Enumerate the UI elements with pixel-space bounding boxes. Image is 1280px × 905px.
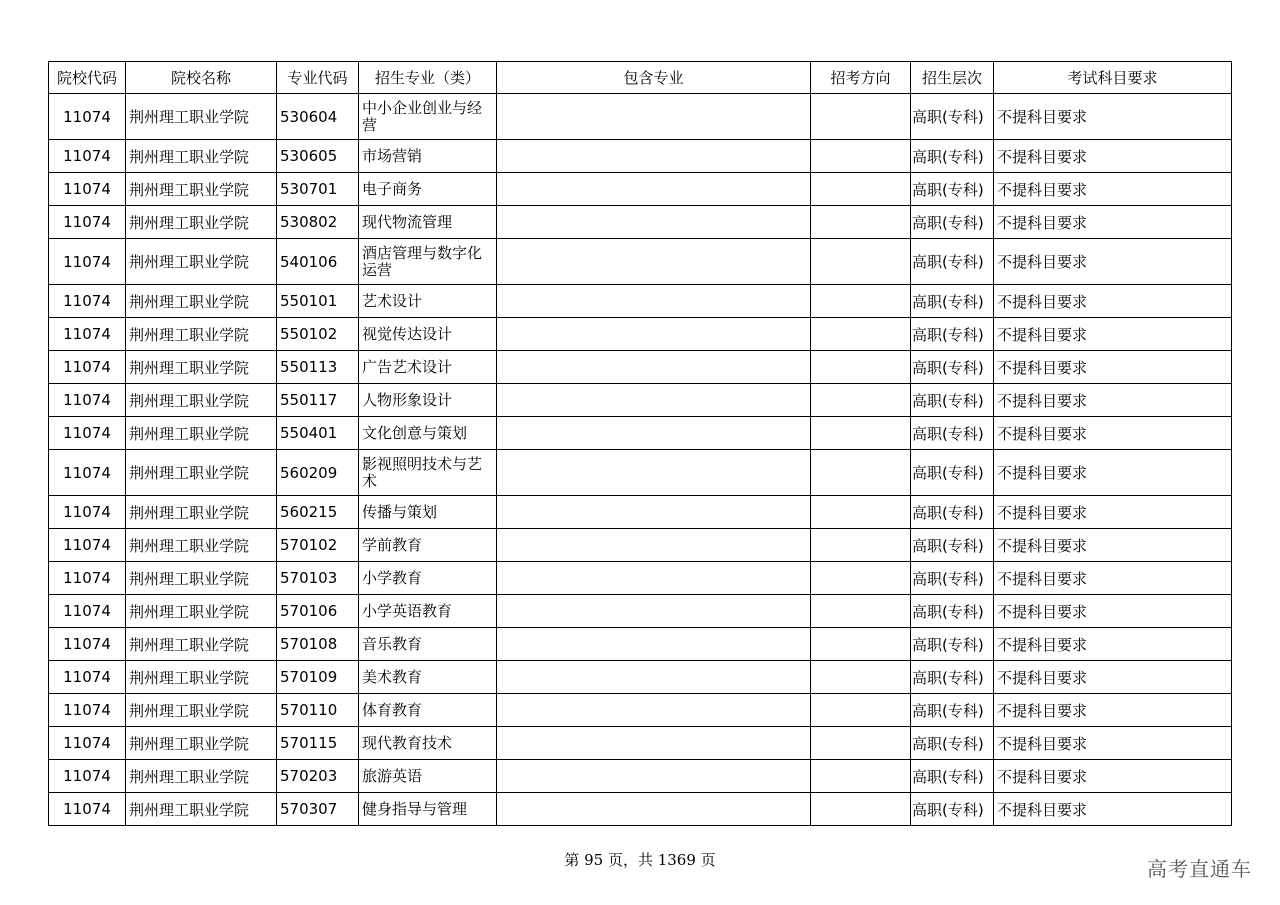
table-row <box>49 628 1232 661</box>
school-code-cell: 11074 <box>49 351 126 384</box>
major-code-cell: 550102 <box>277 318 359 351</box>
school-name-cell: 荆州理工职业学院 <box>126 793 277 826</box>
school-code-cell: 11074 <box>49 562 126 595</box>
level-cell: 高职(专科) <box>911 562 994 595</box>
school-code-cell: 11074 <box>49 694 126 727</box>
level-cell: 高职(专科) <box>911 318 994 351</box>
major-cell: 传播与策划 <box>359 496 497 529</box>
level-cell: 高职(专科) <box>911 661 994 694</box>
major-cell: 学前教育 <box>359 529 497 562</box>
major-cell: 电子商务 <box>359 173 497 206</box>
school-name-cell: 荆州理工职业学院 <box>126 694 277 727</box>
school-name-cell: 荆州理工职业学院 <box>126 417 277 450</box>
major-cell: 现代物流管理 <box>359 206 497 239</box>
table-row <box>49 173 1232 206</box>
subject-req-cell: 不提科目要求 <box>994 450 1232 496</box>
major-cell: 酒店管理与数字化运营 <box>359 239 497 285</box>
subject-req-cell: 不提科目要求 <box>994 727 1232 760</box>
level-cell: 高职(专科) <box>911 206 994 239</box>
col-direction: 招考方向 <box>811 62 911 94</box>
included-majors-cell <box>497 793 811 826</box>
level-cell: 高职(专科) <box>911 694 994 727</box>
included-majors-cell <box>497 727 811 760</box>
major-code-cell: 570103 <box>277 562 359 595</box>
school-code-cell: 11074 <box>49 239 126 285</box>
subject-req-cell: 不提科目要求 <box>994 661 1232 694</box>
subject-req-cell: 不提科目要求 <box>994 694 1232 727</box>
school-code-cell: 11074 <box>49 793 126 826</box>
direction-cell <box>811 450 911 496</box>
subject-req-cell: 不提科目要求 <box>994 562 1232 595</box>
major-code-cell: 550401 <box>277 417 359 450</box>
level-cell: 高职(专科) <box>911 239 994 285</box>
col-subject-req: 考试科目要求 <box>994 62 1232 94</box>
included-majors-cell <box>497 384 811 417</box>
direction-cell <box>811 285 911 318</box>
school-code-cell: 11074 <box>49 661 126 694</box>
school-name-cell: 荆州理工职业学院 <box>126 173 277 206</box>
direction-cell <box>811 661 911 694</box>
school-name-cell: 荆州理工职业学院 <box>126 384 277 417</box>
subject-req-cell: 不提科目要求 <box>994 206 1232 239</box>
level-cell: 高职(专科) <box>911 628 994 661</box>
table-row <box>49 661 1232 694</box>
direction-cell <box>811 595 911 628</box>
table-row <box>49 94 1232 140</box>
included-majors-cell <box>497 173 811 206</box>
major-code-cell: 570203 <box>277 760 359 793</box>
major-cell: 体育教育 <box>359 694 497 727</box>
major-cell: 艺术设计 <box>359 285 497 318</box>
major-cell: 美术教育 <box>359 661 497 694</box>
major-cell: 小学教育 <box>359 562 497 595</box>
level-cell: 高职(专科) <box>911 529 994 562</box>
table-row <box>49 694 1232 727</box>
subject-req-cell: 不提科目要求 <box>994 239 1232 285</box>
included-majors-cell <box>497 450 811 496</box>
major-code-cell: 530802 <box>277 206 359 239</box>
school-name-cell: 荆州理工职业学院 <box>126 595 277 628</box>
direction-cell <box>811 351 911 384</box>
school-code-cell: 11074 <box>49 417 126 450</box>
enrollment-table <box>48 61 1232 826</box>
included-majors-cell <box>497 140 811 173</box>
direction-cell <box>811 694 911 727</box>
major-cell: 健身指导与管理 <box>359 793 497 826</box>
school-name-cell: 荆州理工职业学院 <box>126 206 277 239</box>
col-included-majors: 包含专业 <box>497 62 811 94</box>
major-code-cell: 570102 <box>277 529 359 562</box>
included-majors-cell <box>497 417 811 450</box>
school-name-cell: 荆州理工职业学院 <box>126 562 277 595</box>
major-code-cell: 540106 <box>277 239 359 285</box>
direction-cell <box>811 318 911 351</box>
direction-cell <box>811 239 911 285</box>
school-code-cell: 11074 <box>49 727 126 760</box>
level-cell: 高职(专科) <box>911 140 994 173</box>
included-majors-cell <box>497 285 811 318</box>
direction-cell <box>811 760 911 793</box>
direction-cell <box>811 727 911 760</box>
school-name-cell: 荆州理工职业学院 <box>126 94 277 140</box>
direction-cell <box>811 173 911 206</box>
school-code-cell: 11074 <box>49 450 126 496</box>
level-cell: 高职(专科) <box>911 727 994 760</box>
subject-req-cell: 不提科目要求 <box>994 94 1232 140</box>
col-school-name: 院校名称 <box>126 62 277 94</box>
major-cell: 音乐教育 <box>359 628 497 661</box>
table-row <box>49 140 1232 173</box>
subject-req-cell: 不提科目要求 <box>994 384 1232 417</box>
included-majors-cell <box>497 661 811 694</box>
direction-cell <box>811 562 911 595</box>
school-code-cell: 11074 <box>49 760 126 793</box>
direction-cell <box>811 140 911 173</box>
major-code-cell: 560215 <box>277 496 359 529</box>
col-major: 招生专业（类） <box>359 62 497 94</box>
major-code-cell: 550101 <box>277 285 359 318</box>
major-code-cell: 570110 <box>277 694 359 727</box>
level-cell: 高职(专科) <box>911 496 994 529</box>
header-row <box>49 62 1232 94</box>
table-body <box>49 94 1232 826</box>
major-cell: 中小企业创业与经营 <box>359 94 497 140</box>
major-cell: 视觉传达设计 <box>359 318 497 351</box>
subject-req-cell: 不提科目要求 <box>994 351 1232 384</box>
major-code-cell: 550113 <box>277 351 359 384</box>
direction-cell <box>811 417 911 450</box>
school-code-cell: 11074 <box>49 285 126 318</box>
school-code-cell: 11074 <box>49 595 126 628</box>
school-name-cell: 荆州理工职业学院 <box>126 351 277 384</box>
level-cell: 高职(专科) <box>911 417 994 450</box>
major-code-cell: 550117 <box>277 384 359 417</box>
major-cell: 小学英语教育 <box>359 595 497 628</box>
school-name-cell: 荆州理工职业学院 <box>126 727 277 760</box>
school-name-cell: 荆州理工职业学院 <box>126 318 277 351</box>
level-cell: 高职(专科) <box>911 173 994 206</box>
direction-cell <box>811 628 911 661</box>
table-row <box>49 793 1232 826</box>
table-row <box>49 727 1232 760</box>
school-code-cell: 11074 <box>49 496 126 529</box>
school-name-cell: 荆州理工职业学院 <box>126 760 277 793</box>
major-code-cell: 570109 <box>277 661 359 694</box>
col-major-code: 专业代码 <box>277 62 359 94</box>
school-name-cell: 荆州理工职业学院 <box>126 239 277 285</box>
major-cell: 旅游英语 <box>359 760 497 793</box>
included-majors-cell <box>497 595 811 628</box>
table-header <box>49 62 1232 94</box>
school-code-cell: 11074 <box>49 173 126 206</box>
included-majors-cell <box>497 760 811 793</box>
major-cell: 市场营销 <box>359 140 497 173</box>
direction-cell <box>811 206 911 239</box>
major-code-cell: 530604 <box>277 94 359 140</box>
included-majors-cell <box>497 694 811 727</box>
major-code-cell: 530701 <box>277 173 359 206</box>
subject-req-cell: 不提科目要求 <box>994 318 1232 351</box>
school-name-cell: 荆州理工职业学院 <box>126 496 277 529</box>
school-code-cell: 11074 <box>49 529 126 562</box>
subject-req-cell: 不提科目要求 <box>994 285 1232 318</box>
major-code-cell: 570307 <box>277 793 359 826</box>
included-majors-cell <box>497 529 811 562</box>
major-cell: 文化创意与策划 <box>359 417 497 450</box>
page-number: 第 95 页，共 1369 页 <box>564 851 716 869</box>
school-name-cell: 荆州理工职业学院 <box>126 140 277 173</box>
school-code-cell: 11074 <box>49 140 126 173</box>
table-row <box>49 206 1232 239</box>
school-name-cell: 荆州理工职业学院 <box>126 661 277 694</box>
direction-cell <box>811 793 911 826</box>
table-row <box>49 760 1232 793</box>
table-row <box>49 529 1232 562</box>
school-name-cell: 荆州理工职业学院 <box>126 285 277 318</box>
direction-cell <box>811 496 911 529</box>
school-code-cell: 11074 <box>49 94 126 140</box>
level-cell: 高职(专科) <box>911 351 994 384</box>
table-row <box>49 450 1232 496</box>
major-code-cell: 570108 <box>277 628 359 661</box>
major-code-cell: 570106 <box>277 595 359 628</box>
subject-req-cell: 不提科目要求 <box>994 793 1232 826</box>
subject-req-cell: 不提科目要求 <box>994 173 1232 206</box>
level-cell: 高职(专科) <box>911 285 994 318</box>
major-code-cell: 560209 <box>277 450 359 496</box>
school-code-cell: 11074 <box>49 384 126 417</box>
subject-req-cell: 不提科目要求 <box>994 417 1232 450</box>
major-code-cell: 570115 <box>277 727 359 760</box>
major-code-cell: 530605 <box>277 140 359 173</box>
major-cell: 广告艺术设计 <box>359 351 497 384</box>
included-majors-cell <box>497 318 811 351</box>
table-row <box>49 496 1232 529</box>
col-level: 招生层次 <box>911 62 994 94</box>
school-code-cell: 11074 <box>49 206 126 239</box>
level-cell: 高职(专科) <box>911 760 994 793</box>
level-cell: 高职(专科) <box>911 450 994 496</box>
direction-cell <box>811 94 911 140</box>
school-code-cell: 11074 <box>49 628 126 661</box>
included-majors-cell <box>497 94 811 140</box>
subject-req-cell: 不提科目要求 <box>994 595 1232 628</box>
included-majors-cell <box>497 206 811 239</box>
subject-req-cell: 不提科目要求 <box>994 496 1232 529</box>
level-cell: 高职(专科) <box>911 595 994 628</box>
included-majors-cell <box>497 351 811 384</box>
table-row <box>49 384 1232 417</box>
school-code-cell: 11074 <box>49 318 126 351</box>
included-majors-cell <box>497 239 811 285</box>
col-school-code: 院校代码 <box>49 62 126 94</box>
level-cell: 高职(专科) <box>911 94 994 140</box>
school-name-cell: 荆州理工职业学院 <box>126 529 277 562</box>
table-row <box>49 351 1232 384</box>
major-cell: 人物形象设计 <box>359 384 497 417</box>
subject-req-cell: 不提科目要求 <box>994 760 1232 793</box>
level-cell: 高职(专科) <box>911 384 994 417</box>
major-cell: 影视照明技术与艺术 <box>359 450 497 496</box>
table-row <box>49 595 1232 628</box>
included-majors-cell <box>497 496 811 529</box>
table-row <box>49 239 1232 285</box>
direction-cell <box>811 529 911 562</box>
table-row <box>49 417 1232 450</box>
school-name-cell: 荆州理工职业学院 <box>126 450 277 496</box>
subject-req-cell: 不提科目要求 <box>994 529 1232 562</box>
included-majors-cell <box>497 628 811 661</box>
school-name-cell: 荆州理工职业学院 <box>126 628 277 661</box>
major-cell: 现代教育技术 <box>359 727 497 760</box>
table-row <box>49 318 1232 351</box>
level-cell: 高职(专科) <box>911 793 994 826</box>
table-row <box>49 285 1232 318</box>
subject-req-cell: 不提科目要求 <box>994 140 1232 173</box>
direction-cell <box>811 384 911 417</box>
subject-req-cell: 不提科目要求 <box>994 628 1232 661</box>
watermark: 高考直通车 <box>1147 857 1252 881</box>
included-majors-cell <box>497 562 811 595</box>
table-row <box>49 562 1232 595</box>
